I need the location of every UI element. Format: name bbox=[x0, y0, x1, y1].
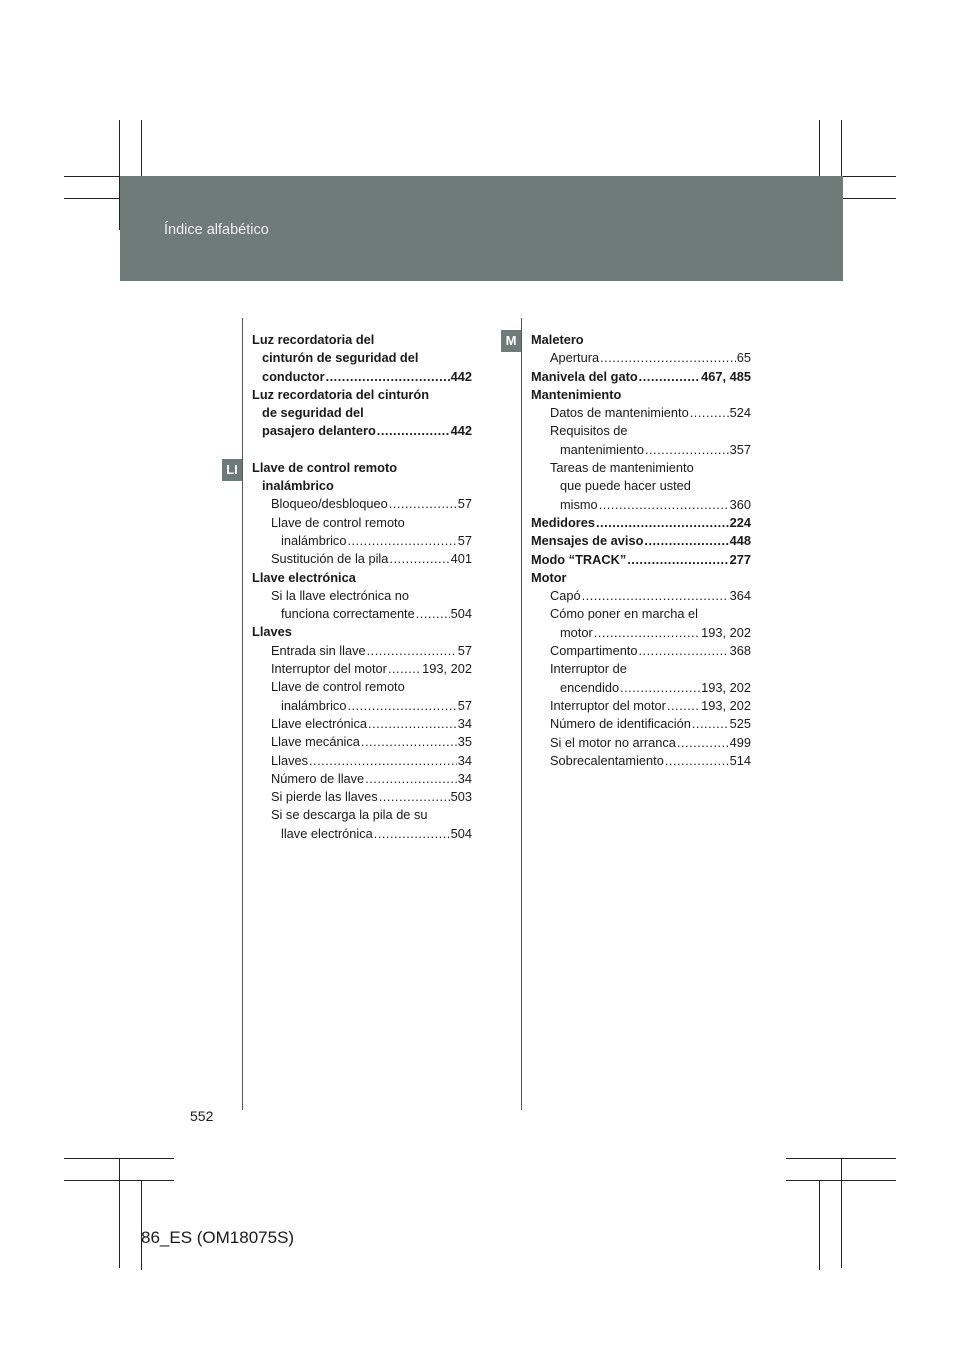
index-entry bbox=[252, 459, 472, 477]
index-entry bbox=[252, 697, 472, 715]
entry-term: Llave electrónica bbox=[252, 569, 356, 585]
dot-leader bbox=[582, 587, 729, 605]
entry-term: Medidores bbox=[531, 514, 595, 530]
entry-page-ref: 360 bbox=[729, 496, 751, 512]
column-divider-left bbox=[242, 318, 243, 1110]
entry-term: Si se descarga la pila de su bbox=[271, 807, 428, 823]
tab-letter-m: M bbox=[501, 330, 521, 352]
entry-page-ref: 57 bbox=[457, 496, 472, 512]
entry-term: Si pierde las llaves bbox=[271, 789, 378, 805]
crop-mark bbox=[786, 1158, 896, 1159]
entry-page-ref: 514 bbox=[729, 752, 751, 768]
entry-term: Mensajes de aviso bbox=[531, 533, 644, 549]
entry-page-ref: 193, 202 bbox=[701, 679, 751, 695]
entry-term: Llave mecánica bbox=[271, 734, 360, 750]
dot-leader bbox=[389, 550, 449, 568]
dot-leader bbox=[690, 404, 729, 422]
entry-page-ref: 193, 202 bbox=[701, 624, 751, 640]
index-entry bbox=[252, 386, 472, 404]
entry-page-ref: 34 bbox=[457, 752, 472, 768]
entry-term: mismo bbox=[560, 496, 598, 512]
index-entry bbox=[531, 587, 751, 605]
entry-term: Si la llave electrónica no bbox=[271, 587, 409, 603]
entry-page-ref: 277 bbox=[729, 551, 751, 567]
entry-term: inalámbrico bbox=[262, 478, 334, 494]
entry-page-ref: 401 bbox=[450, 551, 472, 567]
index-entry bbox=[531, 496, 751, 514]
entry-term: Sobrecalentamiento bbox=[550, 752, 664, 768]
entry-page-ref: 368 bbox=[729, 643, 751, 659]
index-entry bbox=[531, 349, 751, 367]
crop-mark bbox=[119, 1158, 120, 1268]
dot-leader bbox=[667, 697, 700, 715]
index-entry bbox=[252, 532, 472, 550]
crop-mark bbox=[841, 1158, 842, 1268]
index-entry bbox=[252, 660, 472, 678]
dot-leader bbox=[665, 752, 729, 770]
entry-page-ref: 442 bbox=[450, 368, 472, 384]
dot-leader bbox=[620, 679, 700, 697]
header-band bbox=[120, 176, 843, 281]
dot-leader bbox=[389, 495, 457, 513]
index-column-left bbox=[252, 331, 472, 843]
entry-page-ref: 503 bbox=[450, 789, 472, 805]
index-entry bbox=[252, 642, 472, 660]
index-entry bbox=[531, 532, 751, 550]
entry-term: Manivela del gato bbox=[531, 368, 638, 384]
crop-mark bbox=[64, 1158, 174, 1159]
dot-leader bbox=[638, 642, 728, 660]
entry-term: Requisitos de bbox=[550, 423, 628, 439]
entry-term: Entrada sin llave bbox=[271, 642, 366, 658]
entry-term: Si el motor no arranca bbox=[550, 734, 676, 750]
entry-page-ref: 467, 485 bbox=[701, 368, 751, 384]
index-entry bbox=[252, 715, 472, 733]
entry-term: Luz recordatoria del cinturón bbox=[252, 386, 430, 402]
index-entry bbox=[531, 642, 751, 660]
dot-leader bbox=[644, 532, 728, 550]
dot-leader bbox=[600, 349, 736, 367]
entry-term: funciona correctamente bbox=[281, 606, 415, 622]
dot-leader bbox=[627, 551, 728, 569]
entry-term: inalámbrico bbox=[281, 532, 347, 548]
entry-page-ref: 448 bbox=[729, 533, 751, 549]
entry-term: Llaves bbox=[271, 752, 308, 768]
entry-term: Número de identificación bbox=[550, 716, 691, 732]
entry-page-ref: 57 bbox=[457, 642, 472, 658]
entry-term: Llave de control remoto bbox=[252, 459, 398, 475]
entry-term: conductor bbox=[262, 368, 325, 384]
entry-term: Sustitución de la pila bbox=[271, 551, 389, 567]
entry-page-ref: 34 bbox=[457, 715, 472, 731]
entry-term: de seguridad del bbox=[262, 405, 364, 421]
dot-leader bbox=[347, 532, 456, 550]
crop-mark bbox=[141, 1180, 142, 1270]
entry-page-ref: 193, 202 bbox=[422, 661, 472, 677]
entry-term: Mantenimiento bbox=[531, 386, 622, 402]
index-entry bbox=[252, 404, 472, 422]
index-entry bbox=[252, 349, 472, 367]
index-entry bbox=[252, 587, 472, 605]
entry-page-ref: 57 bbox=[457, 697, 472, 713]
entry-page-ref: 193, 202 bbox=[701, 697, 751, 713]
entry-page-ref: 504 bbox=[450, 825, 472, 841]
dot-leader bbox=[365, 770, 457, 788]
index-entry bbox=[252, 752, 472, 770]
index-entry bbox=[252, 678, 472, 696]
dot-leader bbox=[594, 624, 700, 642]
entry-page-ref: 499 bbox=[729, 734, 751, 750]
entry-term: Capó bbox=[550, 588, 581, 604]
index-entry bbox=[531, 660, 751, 678]
dot-leader bbox=[416, 605, 450, 623]
entry-term: pasajero delantero bbox=[262, 423, 376, 439]
entry-term: Número de llave bbox=[271, 770, 365, 786]
dot-leader bbox=[677, 734, 729, 752]
index-entry bbox=[531, 422, 751, 440]
index-entry bbox=[252, 623, 472, 641]
dot-leader bbox=[379, 788, 450, 806]
index-entry bbox=[531, 551, 751, 569]
dot-leader bbox=[639, 368, 701, 386]
entry-term: inalámbrico bbox=[281, 697, 347, 713]
index-column-right bbox=[531, 331, 751, 770]
entry-page-ref: 35 bbox=[457, 734, 472, 750]
index-entry bbox=[531, 697, 751, 715]
entry-term: Motor bbox=[531, 569, 567, 585]
entry-term: Maletero bbox=[531, 332, 584, 347]
index-entry bbox=[531, 569, 751, 587]
entry-term: cinturón de seguridad del bbox=[262, 350, 419, 366]
entry-term: Interruptor del motor bbox=[271, 661, 387, 677]
entry-term: Luz recordatoria del bbox=[252, 332, 375, 347]
document-code: 86_ES (OM18075S) bbox=[141, 1228, 295, 1247]
index-entry bbox=[252, 569, 472, 587]
entry-term: mantenimiento bbox=[560, 441, 644, 457]
entry-page-ref: 357 bbox=[729, 441, 751, 457]
index-entry bbox=[252, 825, 472, 843]
dot-leader bbox=[388, 660, 421, 678]
index-entry bbox=[252, 422, 472, 440]
index-entry bbox=[531, 514, 751, 532]
entry-term: Interruptor del motor bbox=[550, 697, 666, 713]
entry-term: Bloqueo/desbloqueo bbox=[271, 496, 388, 512]
entry-page-ref: 364 bbox=[729, 588, 751, 604]
index-entry bbox=[531, 605, 751, 623]
dot-leader bbox=[645, 441, 729, 459]
page-number: 552 bbox=[190, 1108, 214, 1124]
index-entry bbox=[531, 734, 751, 752]
entry-page-ref: 57 bbox=[457, 532, 472, 548]
index-entry bbox=[531, 679, 751, 697]
entry-term: motor bbox=[560, 624, 593, 640]
entry-term: encendido bbox=[560, 679, 620, 695]
dot-leader bbox=[326, 368, 450, 386]
section-title: Índice alfabético bbox=[164, 222, 269, 238]
index-entry bbox=[252, 477, 472, 495]
entry-term: Apertura bbox=[550, 350, 600, 366]
entry-page-ref: 504 bbox=[450, 606, 472, 622]
index-entry bbox=[252, 331, 472, 349]
dot-leader bbox=[374, 825, 450, 843]
entry-term: Interruptor de bbox=[550, 661, 627, 677]
index-entry bbox=[531, 624, 751, 642]
index-entry bbox=[531, 368, 751, 386]
entry-page-ref: 524 bbox=[729, 405, 751, 421]
entry-term: Llaves bbox=[252, 624, 292, 640]
index-entry bbox=[531, 752, 751, 770]
entry-page-ref: 525 bbox=[729, 716, 751, 732]
index-entry bbox=[252, 770, 472, 788]
entry-page-ref: 65 bbox=[736, 350, 751, 366]
entry-term: Compartimento bbox=[550, 643, 638, 659]
entry-term: Cómo poner en marcha el bbox=[550, 606, 698, 622]
index-entry bbox=[252, 605, 472, 623]
entry-spacer bbox=[252, 441, 472, 459]
index-entry bbox=[531, 331, 751, 349]
crop-mark bbox=[64, 1180, 174, 1181]
index-entry bbox=[252, 788, 472, 806]
entry-term: que puede hacer usted bbox=[560, 478, 691, 494]
entry-term: Llave de control remoto bbox=[271, 514, 405, 530]
dot-leader bbox=[692, 715, 729, 733]
index-entry bbox=[531, 477, 751, 495]
index-entry bbox=[252, 368, 472, 386]
index-entry bbox=[252, 806, 472, 824]
entry-term: Llave de control remoto bbox=[271, 679, 405, 695]
entry-term: Modo “TRACK” bbox=[531, 551, 627, 567]
column-divider-right bbox=[521, 318, 522, 1110]
dot-leader bbox=[377, 422, 450, 440]
index-entry bbox=[531, 459, 751, 477]
tab-letter-li: LI bbox=[222, 459, 242, 481]
entry-term: llave electrónica bbox=[281, 825, 373, 841]
dot-leader bbox=[367, 642, 457, 660]
index-entry bbox=[252, 495, 472, 513]
index-entry bbox=[531, 404, 751, 422]
dot-leader bbox=[368, 715, 457, 733]
index-entry bbox=[252, 514, 472, 532]
entry-term: Llave electrónica bbox=[271, 715, 368, 731]
index-entry bbox=[252, 733, 472, 751]
index-entry bbox=[531, 715, 751, 733]
crop-mark bbox=[819, 1180, 820, 1270]
entry-page-ref: 34 bbox=[457, 770, 472, 786]
entry-page-ref: 442 bbox=[450, 423, 472, 439]
entry-term: Tareas de mantenimiento bbox=[550, 460, 694, 476]
entry-page-ref: 224 bbox=[729, 514, 751, 530]
index-entry bbox=[531, 441, 751, 459]
dot-leader bbox=[599, 496, 729, 514]
index-entry bbox=[531, 386, 751, 404]
index-entry bbox=[252, 550, 472, 568]
dot-leader bbox=[361, 733, 457, 751]
dot-leader bbox=[596, 514, 729, 532]
dot-leader bbox=[347, 697, 456, 715]
crop-mark bbox=[786, 1180, 896, 1181]
dot-leader bbox=[309, 752, 457, 770]
entry-term: Datos de mantenimiento bbox=[550, 405, 689, 421]
